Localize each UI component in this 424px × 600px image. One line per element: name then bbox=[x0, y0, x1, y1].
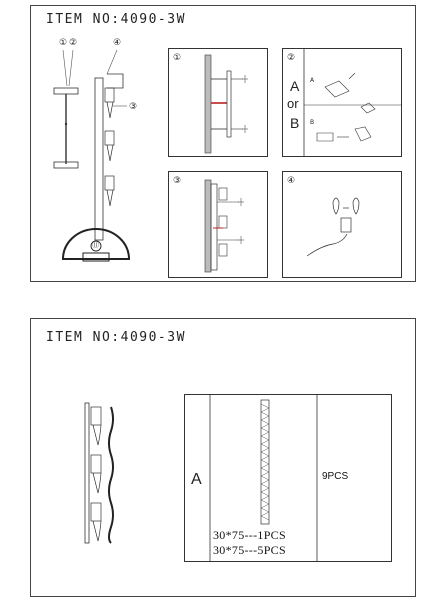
step-2-drawing bbox=[283, 49, 403, 158]
step-1-number: ① bbox=[173, 53, 182, 63]
step-4-number: ④ bbox=[287, 176, 296, 186]
step-4-panel bbox=[282, 171, 402, 278]
part-callout-2: ② bbox=[69, 38, 78, 48]
cover-mark: ⑪ bbox=[92, 241, 99, 249]
item-number-title-2: ITEM NO:4090-3W bbox=[46, 330, 186, 345]
detail-a-label: A bbox=[310, 77, 315, 84]
option-or-label: or bbox=[287, 96, 299, 111]
packing-table bbox=[184, 394, 392, 562]
pcs-total: 9PCS bbox=[322, 471, 349, 482]
part-callout-4: ④ bbox=[113, 38, 122, 48]
option-a-label: A bbox=[290, 78, 300, 94]
pcs-line-1: 30*75---1PCS bbox=[213, 528, 286, 542]
step-3-panel bbox=[168, 171, 268, 278]
part-callout-3: ③ bbox=[129, 102, 138, 112]
step-2-panel bbox=[282, 48, 402, 157]
part-callout-1: ① bbox=[59, 38, 68, 48]
assembly-sheet bbox=[30, 5, 416, 282]
option-b-label: B bbox=[290, 115, 300, 131]
step-3-drawing bbox=[169, 172, 269, 279]
step-3-number: ③ bbox=[173, 176, 182, 186]
step-1-panel bbox=[168, 48, 268, 157]
item-number-title: ITEM NO:4090-3W bbox=[46, 12, 186, 27]
cover-plate-view bbox=[61, 226, 131, 266]
fixture-assembled-drawing bbox=[81, 399, 131, 549]
fixture-assembled-view bbox=[81, 399, 131, 549]
step-1-drawing bbox=[169, 49, 269, 158]
packing-sheet bbox=[30, 318, 416, 597]
pcs-line-2: 30*75---5PCS bbox=[213, 543, 286, 557]
step-4-drawing bbox=[283, 172, 403, 279]
detail-b-label: B bbox=[310, 119, 315, 126]
step-2-number: ② bbox=[287, 53, 296, 63]
table-row-label: A bbox=[191, 471, 202, 488]
